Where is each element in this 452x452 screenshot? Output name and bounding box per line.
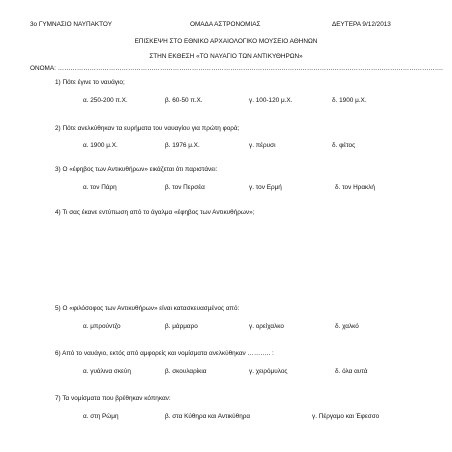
q2-option-d: δ. φέτος xyxy=(332,142,356,149)
q7-option-c: γ. Πέργαμο και Έφεσσο xyxy=(312,413,380,420)
q3-option-b: β. τον Περσέα xyxy=(165,184,205,191)
title-line-1: ΕΠΙΣΚΕΨΗ ΣΤΟ ΕΘΝΙΚΟ ΑΡΧΑΙΟΛΟΓΙΚΟ ΜΟΥΣΕΙΟ ΑΘΗΝΩΝ xyxy=(134,38,318,45)
question-5: 5) Ο «φιλόσοφος των Αντικυθήρων» είναι κατασκευασμένος από: xyxy=(55,305,240,312)
q3-option-c: γ. τον Ερμή xyxy=(249,184,282,191)
question-4: 4) Τι σας έκανε εντύπωση από το άγαλμα «έφηβος των Αντικυθήρων»; xyxy=(55,209,255,216)
title-line-2: ΣΤΗΝ ΕΚΘΕΣΗ «ΤΟ ΝΑΥΑΓΙΟ ΤΩΝ ΑΝΤΙΚΥΘΗΡΩΝ» xyxy=(149,53,303,60)
question-1: 1) Πότε έγινε το ναυάγιο; xyxy=(55,79,125,86)
q5-option-c: γ. ορείχαλκο xyxy=(249,323,284,330)
q1-option-a: α. 250-200 π.Χ. xyxy=(83,97,128,104)
school-name: 3ο ΓΥΜΝΑΣΙΟ ΝΑΥΠΑΚΤΟΥ xyxy=(30,21,112,28)
group-name: ΟΜΑΔΑ ΑΣΤΡΟΝΟΜΙΑΣ xyxy=(190,21,261,28)
q5-option-b: β. μάρμαρο xyxy=(165,323,198,330)
q2-option-b: β. 1976 μ.Χ. xyxy=(165,142,200,149)
question-2: 2) Πότε ανελκύθηκαν τα ευρήματα του ναυαγίου για πρώτη φορά; xyxy=(55,125,240,132)
q1-option-d: δ. 1900 μ.Χ. xyxy=(332,97,367,104)
q6-option-d: δ. όλα αυτά xyxy=(335,368,368,375)
q1-option-b: β. 60-50 π.Χ. xyxy=(165,97,203,104)
date: ΔΕΥΤΕΡΑ 9/12/2013 xyxy=(332,21,391,28)
q6-option-a: α. γυάλινα σκεύη xyxy=(83,368,131,375)
q2-option-a: α. 1900 μ.Χ. xyxy=(83,142,118,149)
q3-option-a: α. τον Πάρη xyxy=(83,184,117,191)
q7-option-b: β. στα Κύθηρα και Αντικύθηρα xyxy=(165,413,251,420)
question-3: 3) Ο «έφηβος των Αντικυθήρων» εικάζεται ότι παριστάνει: xyxy=(55,166,218,173)
q5-option-d: δ. χαλκό xyxy=(335,323,359,330)
q7-option-a: α. στη Ρώμη xyxy=(83,413,119,420)
q6-option-c: γ. χειρόμυλος xyxy=(249,368,288,375)
q6-option-b: β. σκουλαρίκια xyxy=(165,368,207,375)
name-line: ΟΝΟΜΑ: ………………………………………………………………………………………………………………………………………………………………. xyxy=(30,65,443,72)
q5-option-a: α. μπρούντζο xyxy=(83,323,121,330)
q2-option-c: γ. πέρυσι xyxy=(249,142,276,149)
q1-option-c: γ. 100-120 μ.Χ. xyxy=(249,97,293,104)
q3-option-d: δ. τον Ηρακλή xyxy=(335,184,375,191)
question-7: 7) Τα νομίσματα που βρέθηκαν κόπηκαν: xyxy=(55,395,171,402)
question-6: 6) Από το ναυάγιο, εκτός από αμφορείς και νομίσματα ανελκύθηκαν ……….. : xyxy=(55,350,274,357)
